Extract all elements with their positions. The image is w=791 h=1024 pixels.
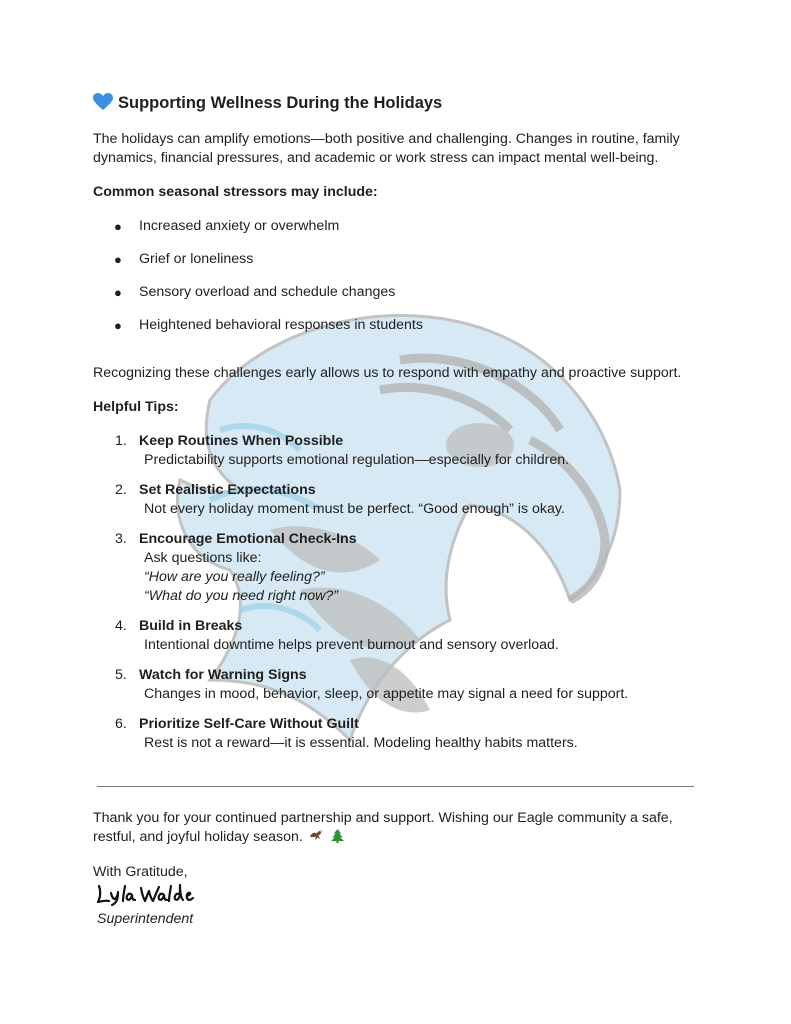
list-item [93, 316, 423, 335]
list-item [93, 617, 628, 655]
title-text: Supporting Wellness During the Holidays [118, 94, 443, 112]
stressor-text: Grief or loneliness [139, 251, 254, 267]
tip-question: “How are you really feeling?” [144, 569, 325, 585]
list-item [93, 217, 423, 236]
thanks-paragraph [93, 809, 703, 847]
list-item [93, 481, 628, 519]
signer-role: Superintendent [97, 911, 194, 927]
horizontal-divider [97, 786, 694, 787]
bullet-dot-icon: ● [114, 252, 122, 267]
tip-number: 2. [115, 482, 127, 498]
christmas-tree-icon [330, 828, 345, 843]
tip-title: Prioritize Self-Care Without Guilt [139, 716, 359, 732]
stressor-text: Sensory overload and schedule changes [139, 284, 396, 300]
bullet-dot-icon: ● [114, 318, 122, 333]
tips-list [93, 432, 628, 764]
stressors-list [93, 217, 423, 349]
bullet-dot-icon: ● [114, 285, 122, 300]
tip-body: Intentional downtime helps prevent burnout and sensory overload. [144, 637, 559, 653]
eagle-icon [309, 828, 324, 843]
tip-title: Build in Breaks [139, 618, 243, 634]
tip-question: “What do you need right now?” [144, 588, 339, 604]
signature-image [95, 882, 195, 906]
recognizing-paragraph: Recognizing these challenges early allows us to respond with empathy and proactive support. [93, 365, 682, 381]
tip-number: 5. [115, 667, 127, 683]
list-item [93, 530, 628, 606]
tip-number: 1. [115, 433, 127, 449]
list-item [93, 250, 423, 269]
tip-body: Changes in mood, behavior, sleep, or appetite may signal a need for support. [144, 686, 629, 702]
tip-number: 3. [115, 531, 127, 547]
tip-body: Predictability supports emotional regulation—especially for children. [144, 452, 570, 468]
tip-title: Encourage Emotional Check-Ins [139, 531, 357, 547]
stressors-heading: Common seasonal stressors may include: [93, 184, 378, 200]
tip-title: Set Realistic Expectations [139, 482, 316, 498]
stressor-text: Increased anxiety or overwhelm [139, 218, 340, 234]
tip-number: 6. [115, 716, 127, 732]
thanks-text: Thank you for your continued partnership and support. Wishing our Eagle community a safe, restful, and joyful holiday season. [93, 810, 673, 845]
tip-body: Rest is not a reward—it is essential. Modeling healthy habits matters. [144, 735, 578, 751]
page-title [93, 93, 442, 113]
list-item [93, 283, 423, 302]
tips-heading: Helpful Tips: [93, 399, 179, 415]
blue-heart-icon [93, 93, 113, 111]
intro-paragraph: The holidays can amplify emotions—both positive and challenging. Changes in routine, family dynamics, financial pressures, and academic or work stress can impact mental well-being. [93, 131, 680, 166]
tip-body: Not every holiday moment must be perfect. “Good enough” is okay. [144, 501, 565, 517]
list-item [93, 432, 628, 470]
stressor-text: Heightened behavioral responses in students [139, 317, 423, 333]
tip-title: Keep Routines When Possible [139, 433, 344, 449]
tip-number: 4. [115, 618, 127, 634]
bullet-dot-icon: ● [114, 219, 122, 234]
list-item [93, 715, 628, 753]
closing-salutation: With Gratitude, [93, 864, 188, 880]
tip-title: Watch for Warning Signs [139, 667, 307, 683]
list-item [93, 666, 628, 704]
tip-body: Ask questions like: [144, 550, 262, 566]
